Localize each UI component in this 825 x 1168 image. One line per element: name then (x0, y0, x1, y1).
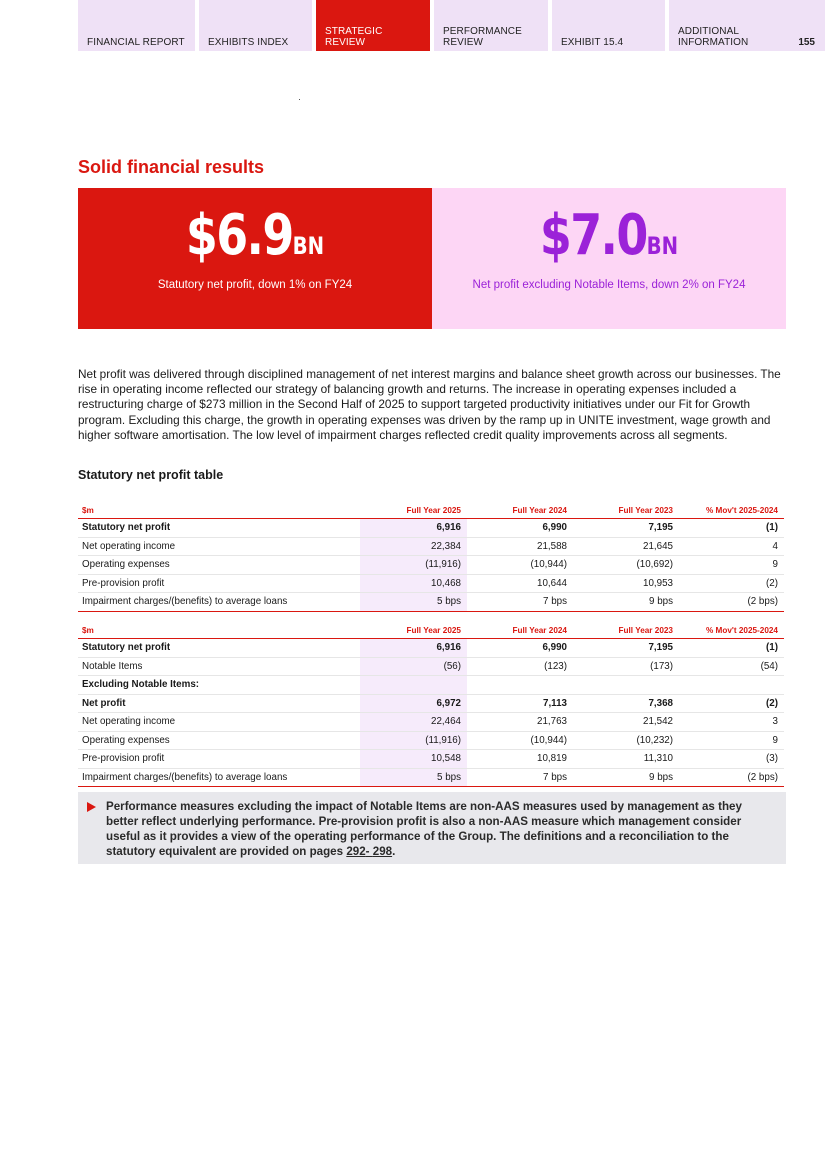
table-cell: 7,195 (573, 639, 679, 658)
row-label: Statutory net profit (78, 639, 360, 658)
excluding-notable-unit: BN (646, 232, 679, 260)
table-cell (573, 676, 679, 695)
table-cell: 9 bps (573, 593, 679, 612)
table-row (78, 639, 784, 658)
table-cell: 6,990 (467, 639, 573, 658)
page-link-start[interactable]: 292 (346, 845, 366, 858)
statutory-profit-panel (78, 188, 432, 329)
excluding-notable-table (78, 618, 784, 787)
table-row (78, 713, 784, 732)
table-cell: 6,972 (360, 694, 467, 713)
tab-financial-report[interactable] (78, 0, 195, 51)
table-cell: 7,195 (573, 519, 679, 538)
column-header: Full Year 2023 (573, 618, 679, 639)
table-cell: (2 bps) (679, 593, 784, 612)
table-cell: 21,645 (573, 537, 679, 556)
table-cell: 5 bps (360, 593, 467, 612)
table-cell: 10,644 (467, 574, 573, 593)
row-label: Operating expenses (78, 731, 360, 750)
table-cell: 7,113 (467, 694, 573, 713)
table-cell (467, 676, 573, 695)
tab-label: EXHIBIT 15.4 (561, 37, 624, 48)
table-cell: (123) (467, 657, 573, 676)
table-cell: (10,944) (467, 556, 573, 575)
info-note (78, 792, 786, 864)
table-cell: (1) (679, 639, 784, 658)
row-label: Net operating income (78, 713, 360, 732)
column-header: % Mov't 2025-2024 (679, 498, 784, 519)
row-label: Pre-provision profit (78, 574, 360, 593)
table-cell: 9 (679, 556, 784, 575)
table-row (78, 657, 784, 676)
table-cell: 3 (679, 713, 784, 732)
arrow-right-icon (87, 802, 96, 812)
tab-strategic-review[interactable] (316, 0, 430, 51)
table-cell: 5 bps (360, 768, 467, 787)
table-row (78, 676, 784, 695)
table-cell: (10,944) (467, 731, 573, 750)
table-cell: (173) (573, 657, 679, 676)
table-cell (679, 676, 784, 695)
table-cell: 4 (679, 537, 784, 556)
excluding-notable-caption: Net profit excluding Notable Items, down 2% on FY24 (472, 279, 746, 291)
row-label: Operating expenses (78, 556, 360, 575)
tab-label: ADDITIONAL INFORMATION (678, 26, 749, 48)
column-header: Full Year 2024 (467, 618, 573, 639)
table-cell: (10,232) (573, 731, 679, 750)
table-row (78, 731, 784, 750)
table-cell: (54) (679, 657, 784, 676)
body-paragraph: Net profit was delivered through disciplined management of net interest margins and balance sheet growth across our businesses. The rise in operating income reflected our strategy of balancing growth and returns. The increase in operating expenses included a restructuring charge of $273 million in the Second Half of 2025 to support targeted productivity initiatives under our Fit for Growth program. Excluding this charge, the growth in operating expenses was driven by the ramp up in UNITE investment, wage growth and higher software amortisation. The low level of impairment charges reflected credit quality improvements across all segments. (78, 367, 781, 442)
page-number: 155 (798, 37, 815, 48)
tab-exhibit-15-4[interactable] (552, 0, 665, 51)
table-cell: 7,368 (573, 694, 679, 713)
table-cell: 6,990 (467, 519, 573, 538)
table-row (78, 537, 784, 556)
table-header-row (78, 618, 784, 639)
excluding-notable-figure (464, 203, 754, 279)
statutory-profit-table (78, 498, 784, 612)
note-end: . (392, 845, 396, 858)
table-header-row (78, 498, 784, 519)
table-cell: (2) (679, 694, 784, 713)
row-label: Pre-provision profit (78, 750, 360, 769)
row-label: Impairment charges/(benefits) to average loans (78, 768, 360, 787)
table-cell: 9 bps (573, 768, 679, 787)
statutory-profit-caption: Statutory net profit, down 1% on FY24 (157, 279, 353, 291)
table-cell: 22,384 (360, 537, 467, 556)
table-cell: 10,953 (573, 574, 679, 593)
table-cell: (11,916) (360, 556, 467, 575)
table-cell: (2) (679, 574, 784, 593)
table-cell: 6,916 (360, 519, 467, 538)
table-row (78, 694, 784, 713)
table-cell: 11,310 (573, 750, 679, 769)
column-header: $m (78, 498, 360, 519)
note-text: Performance measures excluding the impact of Notable Items are non-AAS measures used by management as they better reflect underlying performance. Pre-provision profit is also a non-AAS measure which management consider useful as it provides a view of the operating performance of the Group. The definitions and a reconciliation to the statutory equivalent are provided on pages (106, 800, 742, 858)
tab-label: PERFORMANCE REVIEW (443, 26, 522, 48)
table-row (78, 519, 784, 538)
tab-performance-review[interactable] (434, 0, 548, 51)
page-link-separator: - (365, 845, 373, 858)
table-cell (360, 676, 467, 695)
table-cell: 22,464 (360, 713, 467, 732)
tab-additional-information[interactable] (669, 0, 825, 51)
table-cell: 21,763 (467, 713, 573, 732)
table-cell: (1) (679, 519, 784, 538)
row-label: Excluding Notable Items: (78, 676, 360, 695)
row-label: Net profit (78, 694, 360, 713)
table-title: Statutory net profit table (78, 468, 224, 482)
tab-exhibits-index[interactable] (199, 0, 312, 51)
table-row (78, 574, 784, 593)
table-row (78, 593, 784, 612)
row-label: Notable Items (78, 657, 360, 676)
table-cell: 10,819 (467, 750, 573, 769)
table-row (78, 750, 784, 769)
tab-label: STRATEGIC REVIEW (325, 26, 383, 48)
tab-label: FINANCIAL REPORT (87, 37, 185, 48)
column-header: Full Year 2023 (573, 498, 679, 519)
table-cell: 21,588 (467, 537, 573, 556)
column-header: $m (78, 618, 360, 639)
statutory-profit-figure (110, 203, 400, 279)
tab-label: EXHIBITS INDEX (208, 37, 289, 48)
column-header: % Mov't 2025-2024 (679, 618, 784, 639)
row-label: Statutory net profit (78, 519, 360, 538)
table-cell: (56) (360, 657, 467, 676)
table-cell: 6,916 (360, 639, 467, 658)
excluding-notable-value: $7.0 (539, 203, 647, 268)
table-cell: 21,542 (573, 713, 679, 732)
column-header: Full Year 2025 (360, 618, 467, 639)
table-cell: (11,916) (360, 731, 467, 750)
stray-mark (299, 99, 300, 100)
table-cell: 10,548 (360, 750, 467, 769)
table-cell: 7 bps (467, 593, 573, 612)
table-cell: 10,468 (360, 574, 467, 593)
excluding-notable-panel (432, 188, 786, 329)
page-link-end[interactable]: 298 (372, 845, 393, 858)
statutory-profit-unit: BN (292, 232, 325, 260)
column-header: Full Year 2024 (467, 498, 573, 519)
top-navigation (78, 0, 825, 51)
table-cell: (10,692) (573, 556, 679, 575)
table-cell: (2 bps) (679, 768, 784, 787)
row-label: Impairment charges/(benefits) to average loans (78, 593, 360, 612)
table-row (78, 768, 784, 787)
section-title: Solid financial results (78, 157, 265, 177)
statutory-profit-value: $6.9 (185, 203, 293, 268)
column-header: Full Year 2025 (360, 498, 467, 519)
table-cell: 7 bps (467, 768, 573, 787)
table-cell: 9 (679, 731, 784, 750)
table-cell: (3) (679, 750, 784, 769)
row-label: Net operating income (78, 537, 360, 556)
table-row (78, 556, 784, 575)
